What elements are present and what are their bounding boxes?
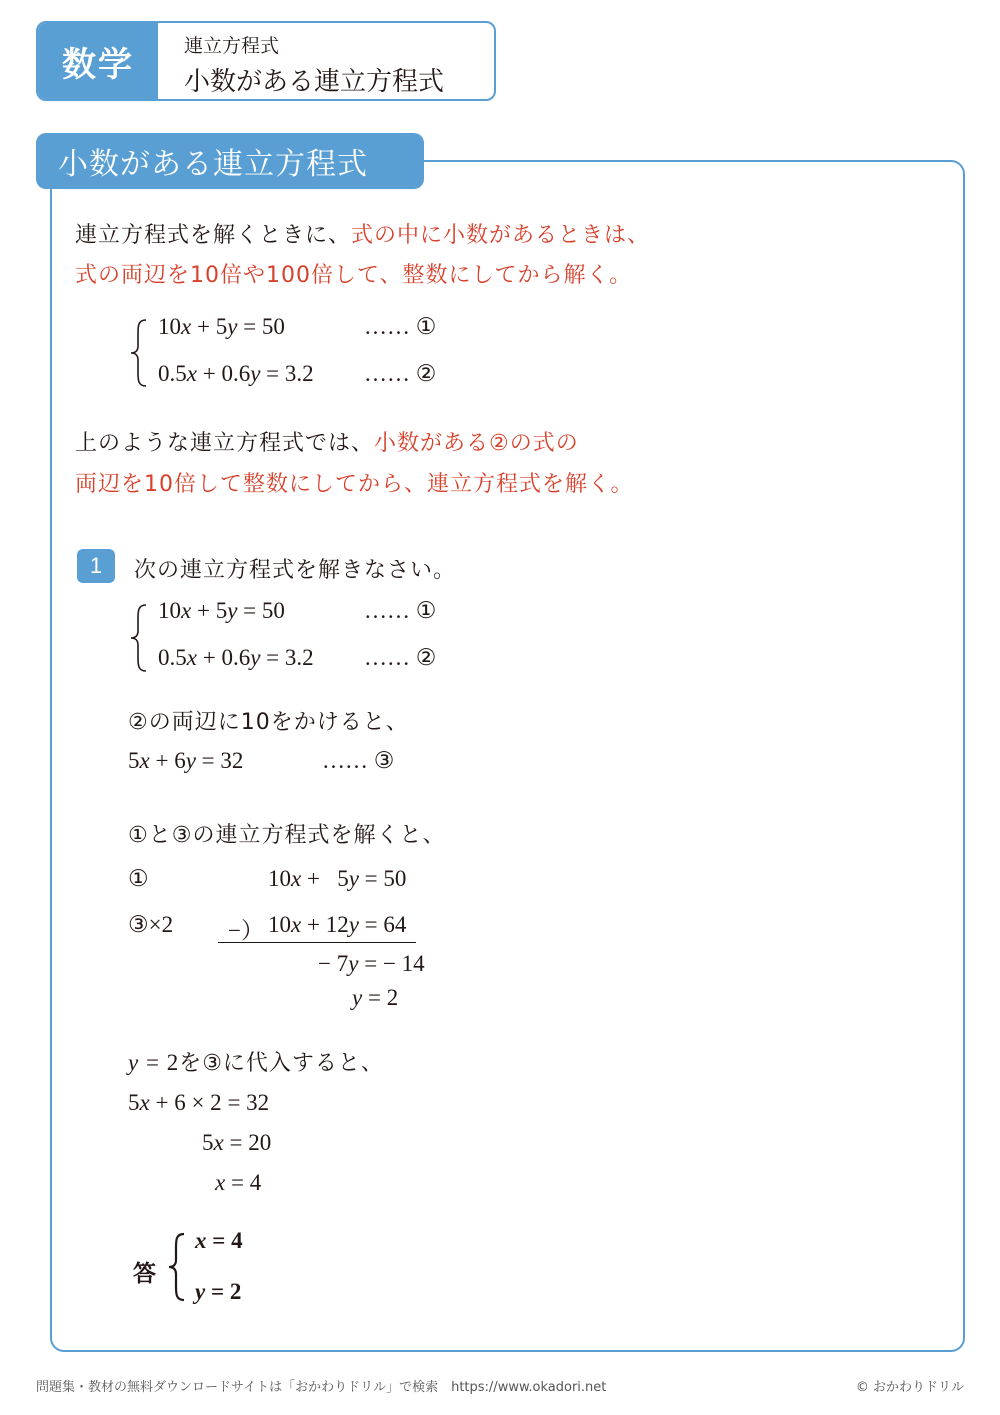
answer-brace-icon (166, 1232, 190, 1302)
subject-label: 数学 (38, 23, 158, 99)
substitution-line-3: x = 4 (215, 1170, 262, 1195)
step1-text: ②の両辺に10をかけると、 (128, 710, 409, 735)
intro-line-2: 式の両辺を10倍や100倍して、整数にしてから解く。 (75, 263, 633, 288)
intro-line-1 (75, 218, 650, 249)
explain-text-red: 小数がある②の式の (374, 431, 579, 456)
elim-row2-label: ③×2 (128, 912, 174, 937)
step1-equation: 5x + 6y = 32 (128, 748, 244, 773)
elim-row1: 10x + 5y = 50 (268, 866, 407, 891)
example-eq-1-marker: …… ① (364, 314, 437, 339)
elim-row2: 10x + 12y = 64 (268, 912, 407, 937)
footer-text: 問題集・教材の無料ダウンロードサイトは「おかわりドリル」で検索 https://www.okadori.net (36, 1380, 607, 1395)
step3-text: y = 2を③に代入すると、 (128, 1050, 384, 1076)
example-eq-2: 0.5x + 0.6y = 3.2 (158, 361, 314, 386)
subtraction-line (218, 942, 416, 943)
page-title: 小数がある連立方程式 (184, 67, 445, 97)
problem-number-badge: 1 (77, 549, 115, 583)
step2-text: ①と③の連立方程式を解くと、 (128, 823, 446, 848)
example-eq-1: 10x + 5y = 50 (158, 314, 285, 339)
section-title: 小数がある連立方程式 (36, 133, 424, 189)
elim-result-2: y = 2 (352, 985, 399, 1010)
explain-line-2: 両辺を10倍して整数にしてから、連立方程式を解く。 (75, 472, 634, 497)
substitution-line-2: 5x = 20 (202, 1130, 272, 1155)
footer-copyright: © おかわりドリル (855, 1380, 964, 1395)
problem-brace-icon (128, 603, 152, 673)
problem-eq-1: 10x + 5y = 50 (158, 598, 285, 623)
elim-result-1: − 7y = − 14 (318, 951, 425, 976)
substitution-line-1: 5x + 6 × 2 = 32 (128, 1090, 270, 1115)
explain-text-normal: 上のような連立方程式では、 (75, 431, 375, 456)
intro-text-red: 式の中に小数があるときは、 (351, 223, 651, 248)
elim-row2-operator: −） (228, 918, 264, 943)
system-brace-icon (128, 318, 152, 388)
example-eq-2-marker: …… ② (364, 361, 437, 386)
intro-text-normal: 連立方程式を解くときに、 (75, 223, 352, 248)
step1-marker: …… ③ (322, 748, 395, 773)
answer-label: 答 (133, 1261, 156, 1287)
problem-eq-1-marker: …… ① (364, 598, 437, 623)
elim-row1-label: ① (128, 866, 149, 891)
problem-eq-2: 0.5x + 0.6y = 3.2 (158, 645, 314, 670)
problem-eq-2-marker: …… ② (364, 645, 437, 670)
problem-prompt: 次の連立方程式を解きなさい。 (134, 558, 457, 583)
explain-line-1 (75, 426, 579, 457)
category-label: 連立方程式 (184, 35, 280, 57)
header-box (36, 21, 496, 101)
answer-x: x = 4 (195, 1228, 243, 1253)
answer-y: y = 2 (195, 1279, 242, 1304)
